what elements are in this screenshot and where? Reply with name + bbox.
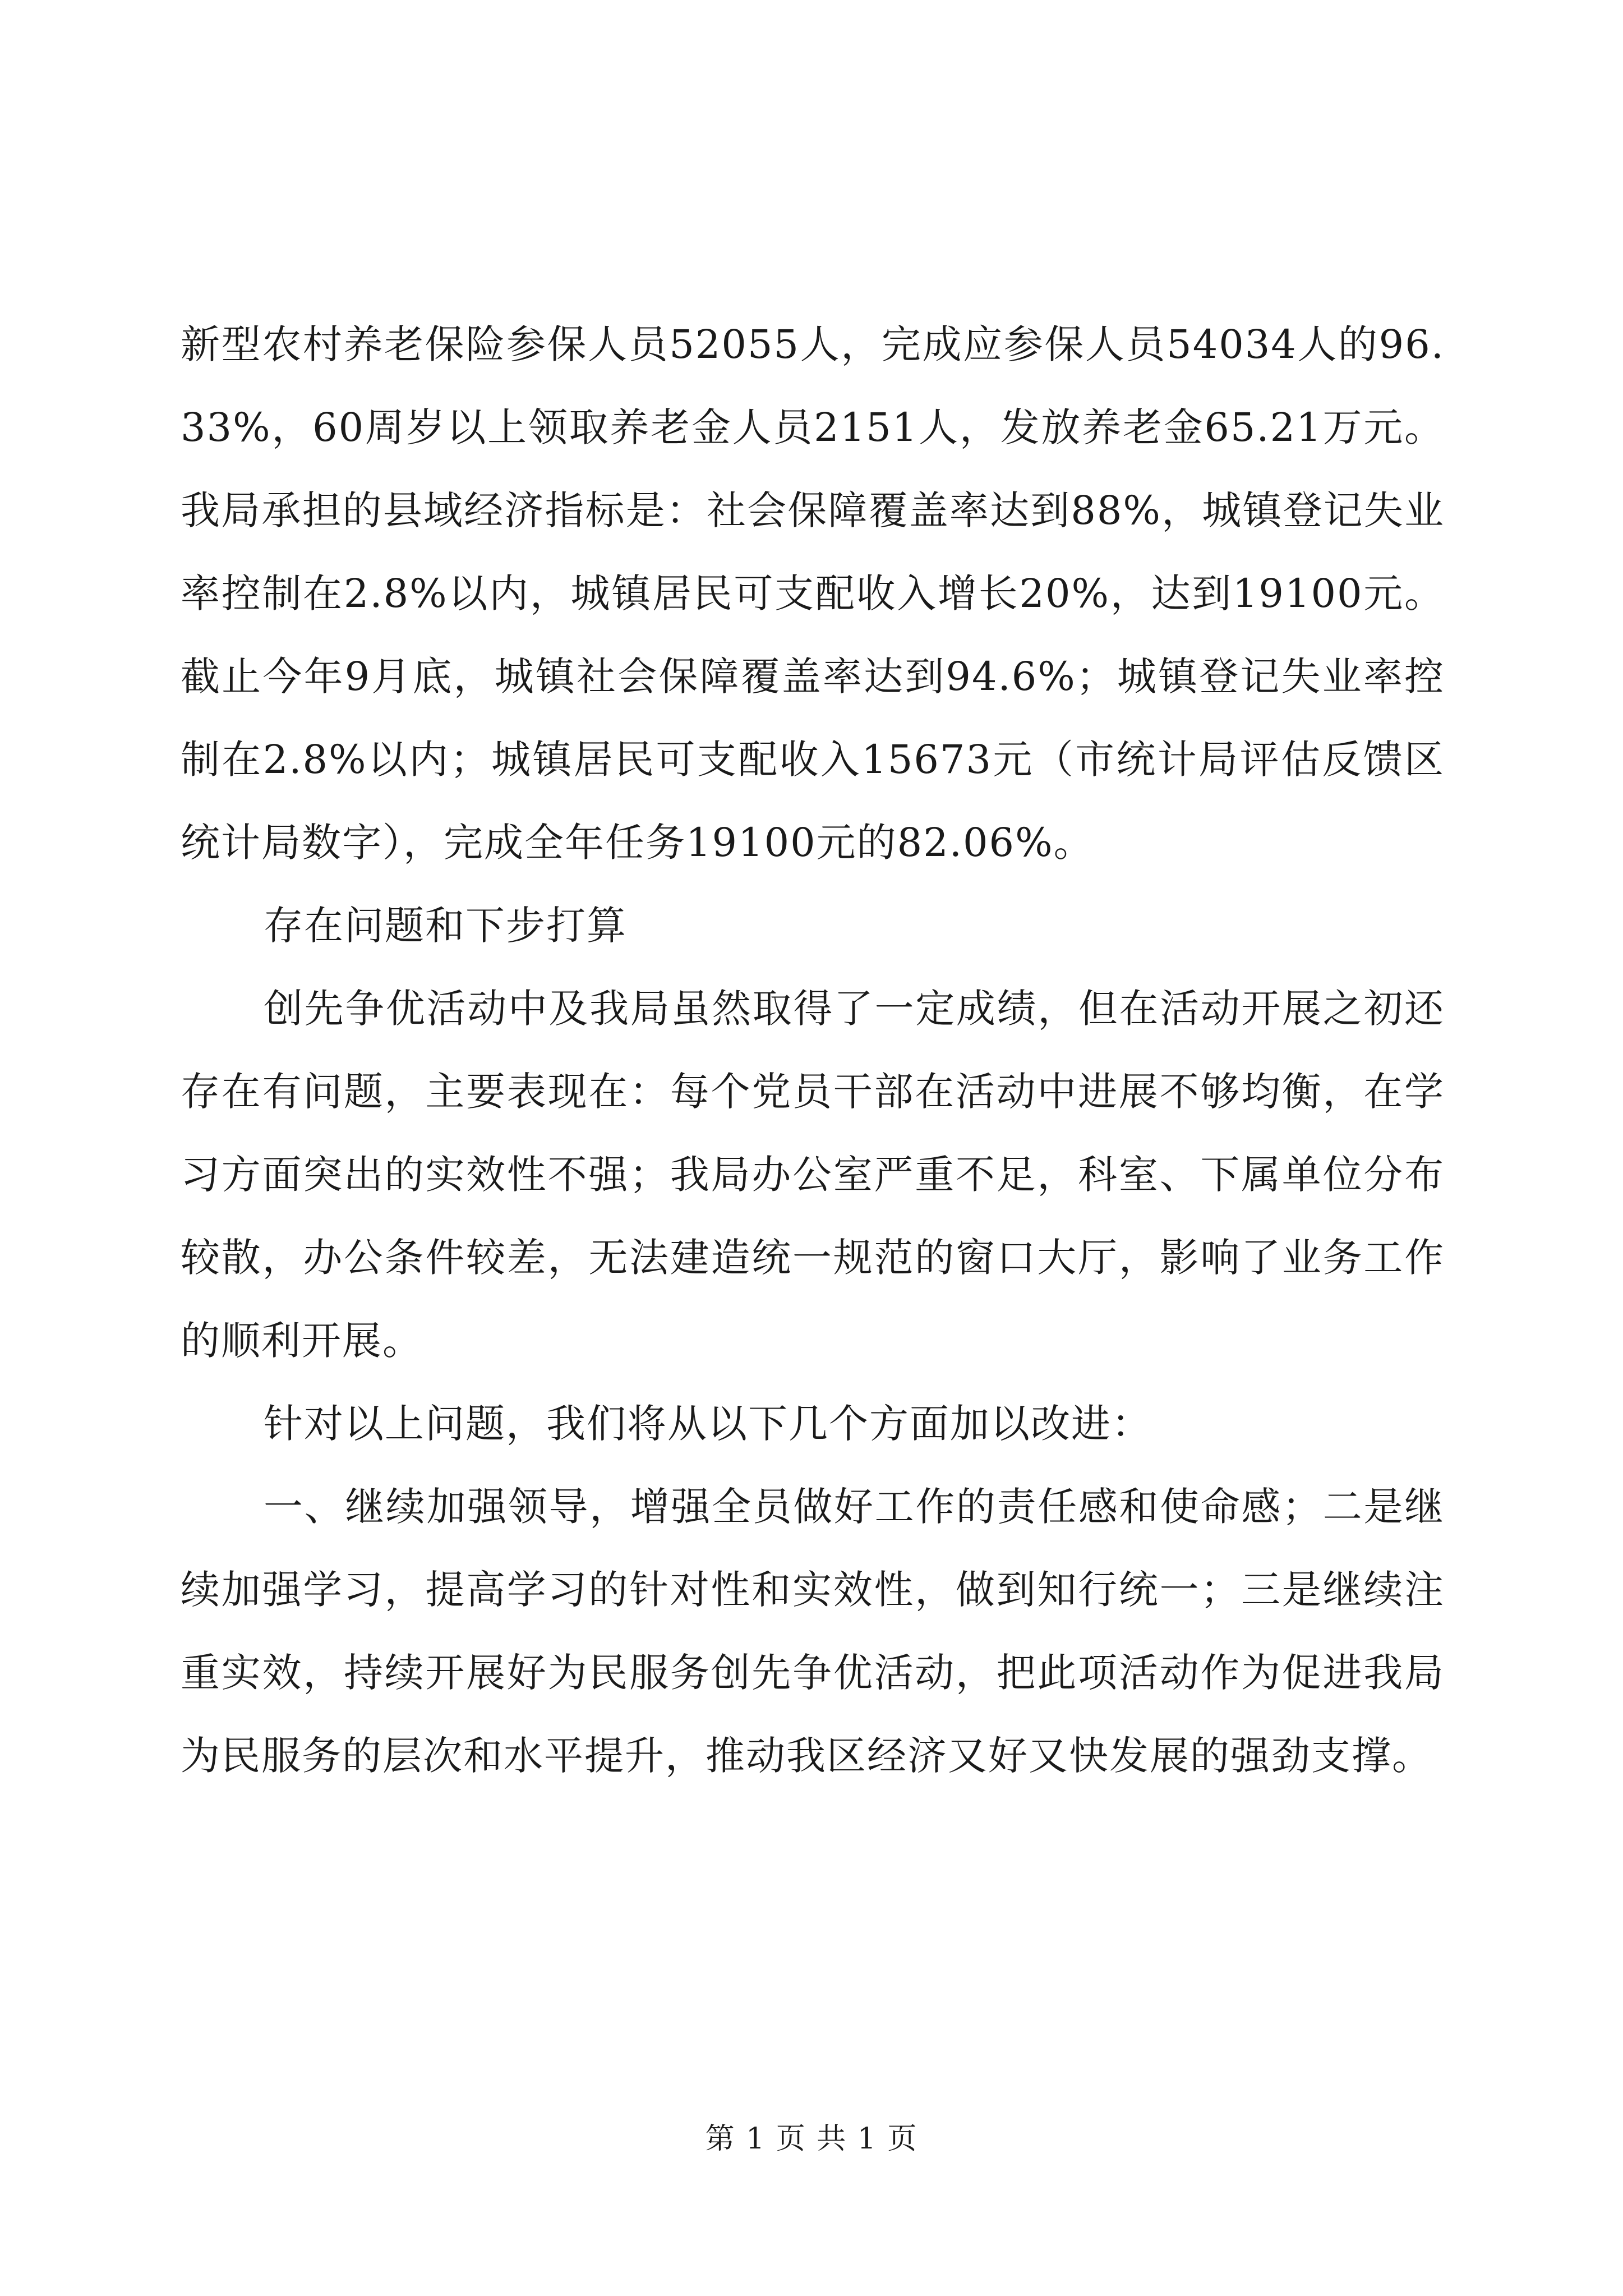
document-body	[181, 303, 1445, 1797]
paragraph-improvement-measures: 一、继续加强领导，增强全员做好工作的责任感和使命感；二是继续加强学习，提高学习的针对性和实效性，做到知行统一；三是继续注重实效，持续开展好为民服务创先争优活动，把此项活动作为促进我局为民服务的层次和水平提升，推动我区经济又好又快发展的强劲支撑。	[181, 1484, 1445, 1779]
paragraph-statistics: 新型农村养老保险参保人员52055人，完成应参保人员54034人的96.33%，60周岁以上领取养老金人员2151人，发放养老金65.21万元。我局承担的县域经济指标是：社会保障覆盖率达到88%，城镇登记失业率控制在2.8%以内，城镇居民可支配收入增长20%，达到19100元。截止今年9月底，城镇社会保障覆盖率达到94.6%；城镇登记失业率控制在2.8%以内；城镇居民可支配收入15673元（市统计局评估反馈区统计局数字），完成全年任务19100元的82.06%。	[181, 321, 1445, 866]
paragraph-existing-problems: 创先争优活动中及我局虽然取得了一定成绩，但在活动开展之初还存在有问题，主要表现在：每个党员干部在活动中进展不够均衡，在学习方面突出的实效性不强；我局办公室严重不足，科室、下属单位分布较散，办公条件较差，无法建造统一规范的窗口大厅，影响了业务工作的顺利开展。	[181, 986, 1445, 1364]
page-number-footer: 第 1 页 共 1 页	[705, 2122, 918, 2156]
paragraph-improvement-intro: 针对以上问题，我们将从以下几个方面加以改进：	[264, 1401, 1152, 1447]
section-heading-problems-and-plans: 存在问题和下步打算	[264, 903, 627, 949]
